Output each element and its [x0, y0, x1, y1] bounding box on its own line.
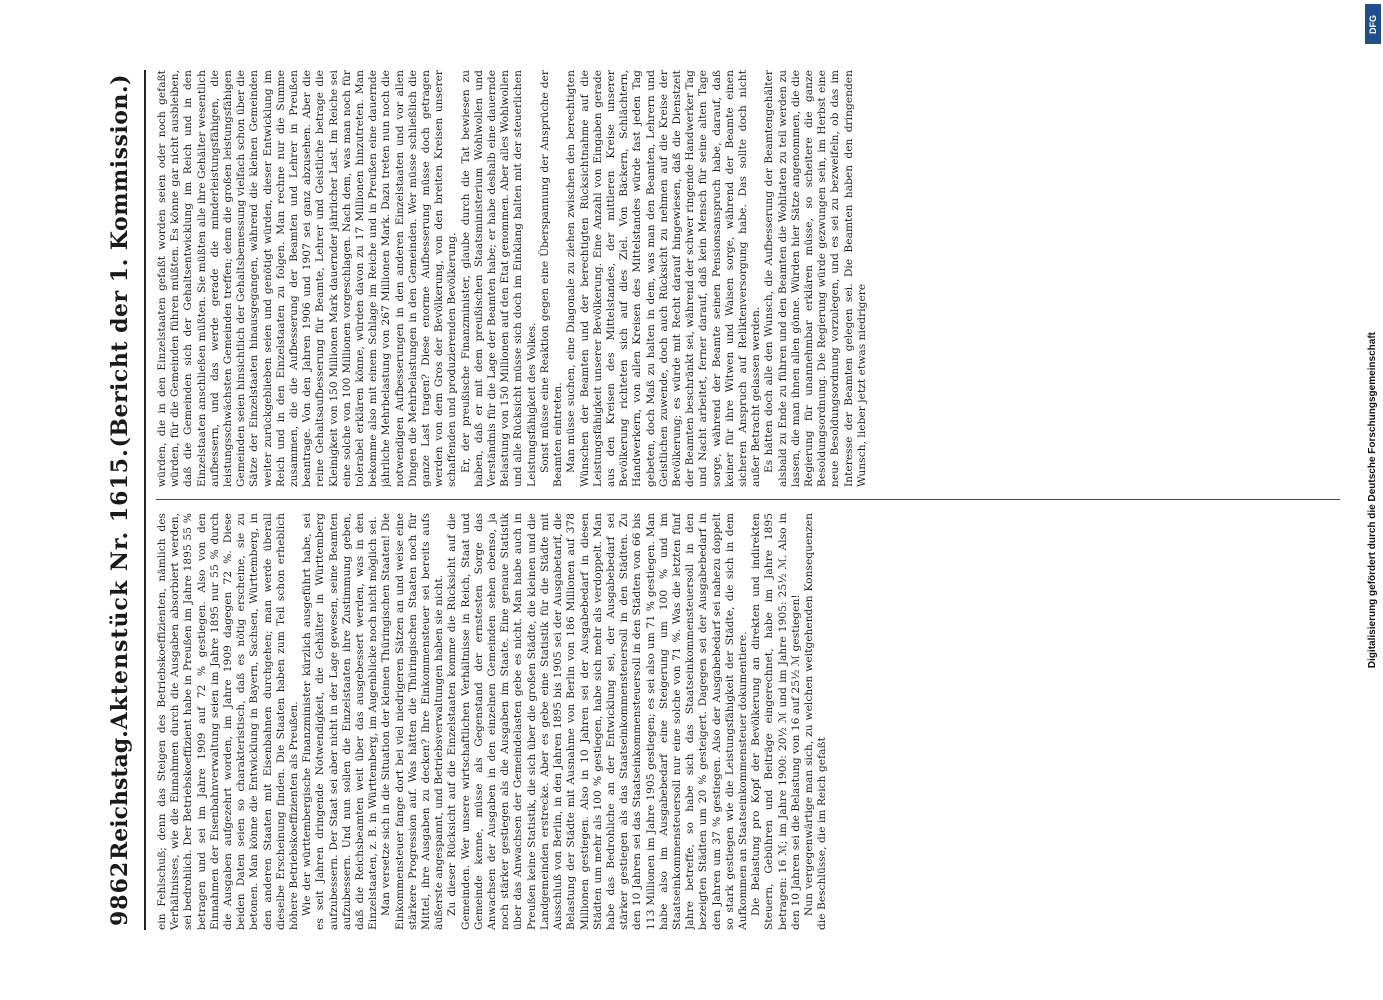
paragraph: Es hätten doch alle den Wunsch, die Aufbesserung der Beamtengehälter alsbald zu Ende zu führen und den Beamten die Wohltaten zu teil werden zu lassen, die man ihnen allen gönne. Würden hier Sätze angenommen, die die Regierung für unannehmbar erklären müsse, so scheitere die ganze Besoldungsordnung. Die Regierung würde gezwungen sein, im Herbst eine neue Besoldungsordnung vorzulegen, und es sei zu bezweifeln, ob das im Interesse der Beamten gelegen sei. Die Beamten haben den dringenden Wunsch, lieber jetzt etwas niedrigere: [763, 70, 868, 487]
paragraph: ein Fehlschuß; denn das Steigen des Betriebskoeffizienten, nämlich des Verhältnisses, wie die Einnahmen durch die Ausgaben absorbiert werden, sei bedrohlich. Der Betriebskoeffizient habe in Preußen im Jahre 1895 55 % betragen und sei im Jahre 1909 auf 72 % gestiegen. Also von den Einnahmen der Eisenbahnverwaltung seien im Jahre 1895 nur 55 % durch die Ausgaben aufgezehrt worden, im Jahre 1909 dagegen 72 %. Diese beiden Daten seien so charakteristisch, daß es nötig erscheine, sie zu betonen. Man könne die Entwicklung in Bayern, Sachsen, Württemberg, in den anderen Staaten mit Eisenbahnen durchgehen; man werde überall dieselbe Erscheinung finden. Die Staaten haben zum Teil schon erheblich höhere Betriebskoeffizienten als Preußen.: [156, 513, 301, 930]
paragraph: Zu dieser Rücksicht auf die Einzelstaaten komme die Rücksicht auf die Gemeinden. Wer unsere wirtschaftlichen Verhältnisse in Reich, Staat und Gemeinde kenne, müsse als Gegenstand der ernstesten Sorge das Anwachsen der Ausgaben in den einzelnen Gemeinden sehen ebenso, ja noch stärker gestiegen als die Ausgaben im Staate. Eine genaue Statistik über das Anwachsen der Gemeindelasten gebe es nicht. Man habe auch in Preußen keine Statistik, die sich über die großen Städte, die kleinen und die Landgemeinden erstrecke. Aber es gebe eine Statistik für die Städte mit Ausschluß von Berlin, in den Jahren 1895 bis 1905 sei der Ausgabetarif, die Belastung der Städte mit Ausnahme von Berlin von 186 Millionen auf 378 Millionen gestiegen. Also in 10 Jahren sei der Ausgabebedarf in diesen Städten um mehr als 100 % gestiegen, habe sich mehr als verdoppelt. Man habe das Bedrohliche an der Entwicklung sei, der Ausgabebedarf sei stärker gestiegen als das Staatseinkommensteuersoll in den Städten. Zu den 10 Jahren sei das Staatseinkommensteuersoll in den Städten von 66 bis 113 Millionen im Jahre 1905 gestiegen; es sei also um 71 % gestiegen. Man habe also im Ausgabebedarf eine Steigerung um 100 % und im Staatseinkommensteuersoll nur eine solche von 71 %. Was die letzten fünf Jahre betreffe, so habe sich das Staatseinkommensteuersoll in den bezeigten Städten um 20 % gesteigert. Dagegen sei der Ausgabebedarf in den Jahren um 37 % gestiegen. Also der Ausgabebedarf sei nahezu doppelt so stark gestiegen wie die Leistungsfähigkeit der Städte, die sich in dem Aufkommen an Staatseinkommensteuer dokumentiere.: [446, 513, 749, 930]
page-number: 9862: [107, 860, 133, 926]
left-column: [156, 513, 1340, 930]
dfg-logo-label: DFG: [1368, 14, 1378, 34]
digitization-note: [1365, 10, 1379, 990]
header-left-title: Reichstag.: [107, 730, 133, 861]
paragraph: Nun vergegenwärtige man sich, zu welchen weitgehenden Konsequenzen die Beschlüsse, die im Reich gefaßt: [802, 513, 829, 930]
text-columns: [156, 70, 1340, 930]
paragraph: würden, die in den Einzelstaaten gefaßt worden seien oder noch gefaßt würden, für die Gemeinden führen müßten. Es könne gar nicht ausbleiben, daß die Gemeinden sich der Gehaltsentwicklung im Reich und in den Einzelstaaten anschließen müßten. Sie müßten alle ihre Gehälter wesentlich aufbessern, und das werde gerade die minderleistungsfähigen, die leistungsschwächsten Gemeinden treffen; denn die großen leistungsfähigen Gemeinden seien hinsichtlich der Gehaltsbemessung vielfach schon über die Sätze der Einzelstaaten hinausgegangen, während die kleinen Gemeinden weiter zurückgeblieben seien und genötigt würden, dieser Entwicklung im Reich und in den Einzelstaaten zu folgen. Man rechne nur die Summe zusammen, die die Aufbesserung der Beamten und Lehrer in Preußen beantrage. Von den Jahren 1906 und 1907 sei ganz abzusehen. Aber die reine Gehaltsaufbesserung für Beamte, Lehrer und Geistliche betrage die Kleinigkeit von 150 Millionen Mark dauernder jährlicher Last. Im Reiche sei eine solche von 100 Millionen vorgeschlagen. Nach dem, was man noch für tolerabel erklären könne, würden davon zu 17 Millionen hinzutreten. Man bekomme also mit einem Schlage im Reiche und in Preußen eine dauernde jährliche Mehrbelastung von 267 Millionen Mark. Dazu treten nun noch die notwendigen Aufbesserungen in den anderen Einzelstaaten und vor allen Dingen die Mehrbelastungen in den Gemeinden. Wer müsse schließlich die ganze Last tragen? Diese enorme Aufbesserung müsse doch getragen werden von dem Gros der Bevölkerung, von den breiten Kreisen unserer schaffenden und produzierenden Bevölkerung.: [156, 70, 459, 487]
paragraph: Wie der württembergische Finanzminister kürzlich ausgeführt habe, sei es seit Jahren dringende Notwendigkeit, die Gehälter in Württemberg aufzubessern. Der Staat sei aber nicht in der Lage gewesen, seine Beamten aufzubessern. Und nun sollen die Einzelstaaten ihre Zustimmung geben, daß die Reichsbeamten weit über das ausgebessert werden, was in den Einzelstaaten, z. B. in Württemberg, im Augenblicke noch nicht möglich sei.: [301, 513, 380, 930]
paragraph: Man versetze sich in die Situation der kleinen Thüringischen Staaten! Die Einkommensteuer fange dort bei viel niedrigeren Sätzen an und weise eine stärkere Progression auf. Was hätten die Thüringischen Staaten noch für Mittel, ihre Ausgaben zu decken? Ihre Einkommensteuer sei bereits aufs äußerste angespannt, und Betriebsverwaltungen haben sie nicht.: [380, 513, 446, 930]
page-header: [100, 70, 140, 930]
digitization-note-text: Digitalisierung gefördert durch die Deutsche Forschungsgemeinschaft: [1366, 331, 1378, 669]
header-center-title: Aktenstück Nr. 1615.: [107, 448, 133, 730]
paragraph: Man müsse suchen, eine Diagonale zu ziehen zwischen den berechtigten Wünschen der Beamten und der berechtigten Rücksichtnahme auf die Leistungsfähigkeit unserer Bevölkerung. Eine Anzahl von Eingaben gerade aus den Kreisen des Mittelstandes, der mittleren Kreise unserer Bevölkerung richteten sich auf dies Ziel. Von Bäckern, Schlächtern, Handwerkern, von allen Kreisen des Mittelstandes würde fast jeden Tag gebeten, doch Maß zu halten in dem, was man den Beamten, Lehrern und Geistlichen zuwende, doch auch Rücksicht zu nehmen auf die Kreise der Bevölkerung; es würde mit Recht darauf hingewiesen, daß die Dienstzeit der Beamten beschränkt sei, während der schwer ringende Handwerker Tag und Nacht arbeitet, ferner darauf, daß kein Mensch für seine alten Tage sorge, während der Beamte seinen Pensionsanspruch habe, darauf, daß keiner für ihre Witwen und Waisen sorge, während der Beamte einen sicheren Anspruch auf Reliktenversorgung habe. Das sollte doch nicht außer Betracht gelassen werden.: [565, 70, 763, 487]
paragraph: Sonst müsse eine Reaktion gegen eine Überspannung der Ansprüche der Beamten eintreten.: [538, 70, 565, 487]
paragraph: Er, der preußische Finanzminister, glaube durch die Tat bewiesen zu haben, daß er mit dem preußischen Staatsministerium Wohlwollen und Verständnis für die Lage der Beamten habe; er habe deshalb eine dauernde Belastung von 150 Millionen auf den Etat genommen. Aber alles Wohlwollen und alle Rücksicht müsse sich doch im Einklang halten mit der steuerlichen Leistungsfähigkeit des Volkes.: [459, 70, 538, 487]
header-rule: [144, 70, 146, 930]
right-column: [156, 70, 1340, 487]
document-page: [100, 70, 1340, 930]
paragraph: Die Belastung pro Kopf der Bevölkerung an direkten und indirekten Steuern, Gebühren und Beiträge eingerechnet, habe im Jahre 1895 betragen: 16 ℳ; im Jahre 1900: 20½ ℳ und im Jahre 1905: 25½ ℳ. Also in den 10 Jahren sei die Belastung von 16 auf 25½ ℳ gestiegen!: [750, 513, 802, 930]
header-right-title: (Bericht der 1. Kommission.): [107, 74, 133, 448]
